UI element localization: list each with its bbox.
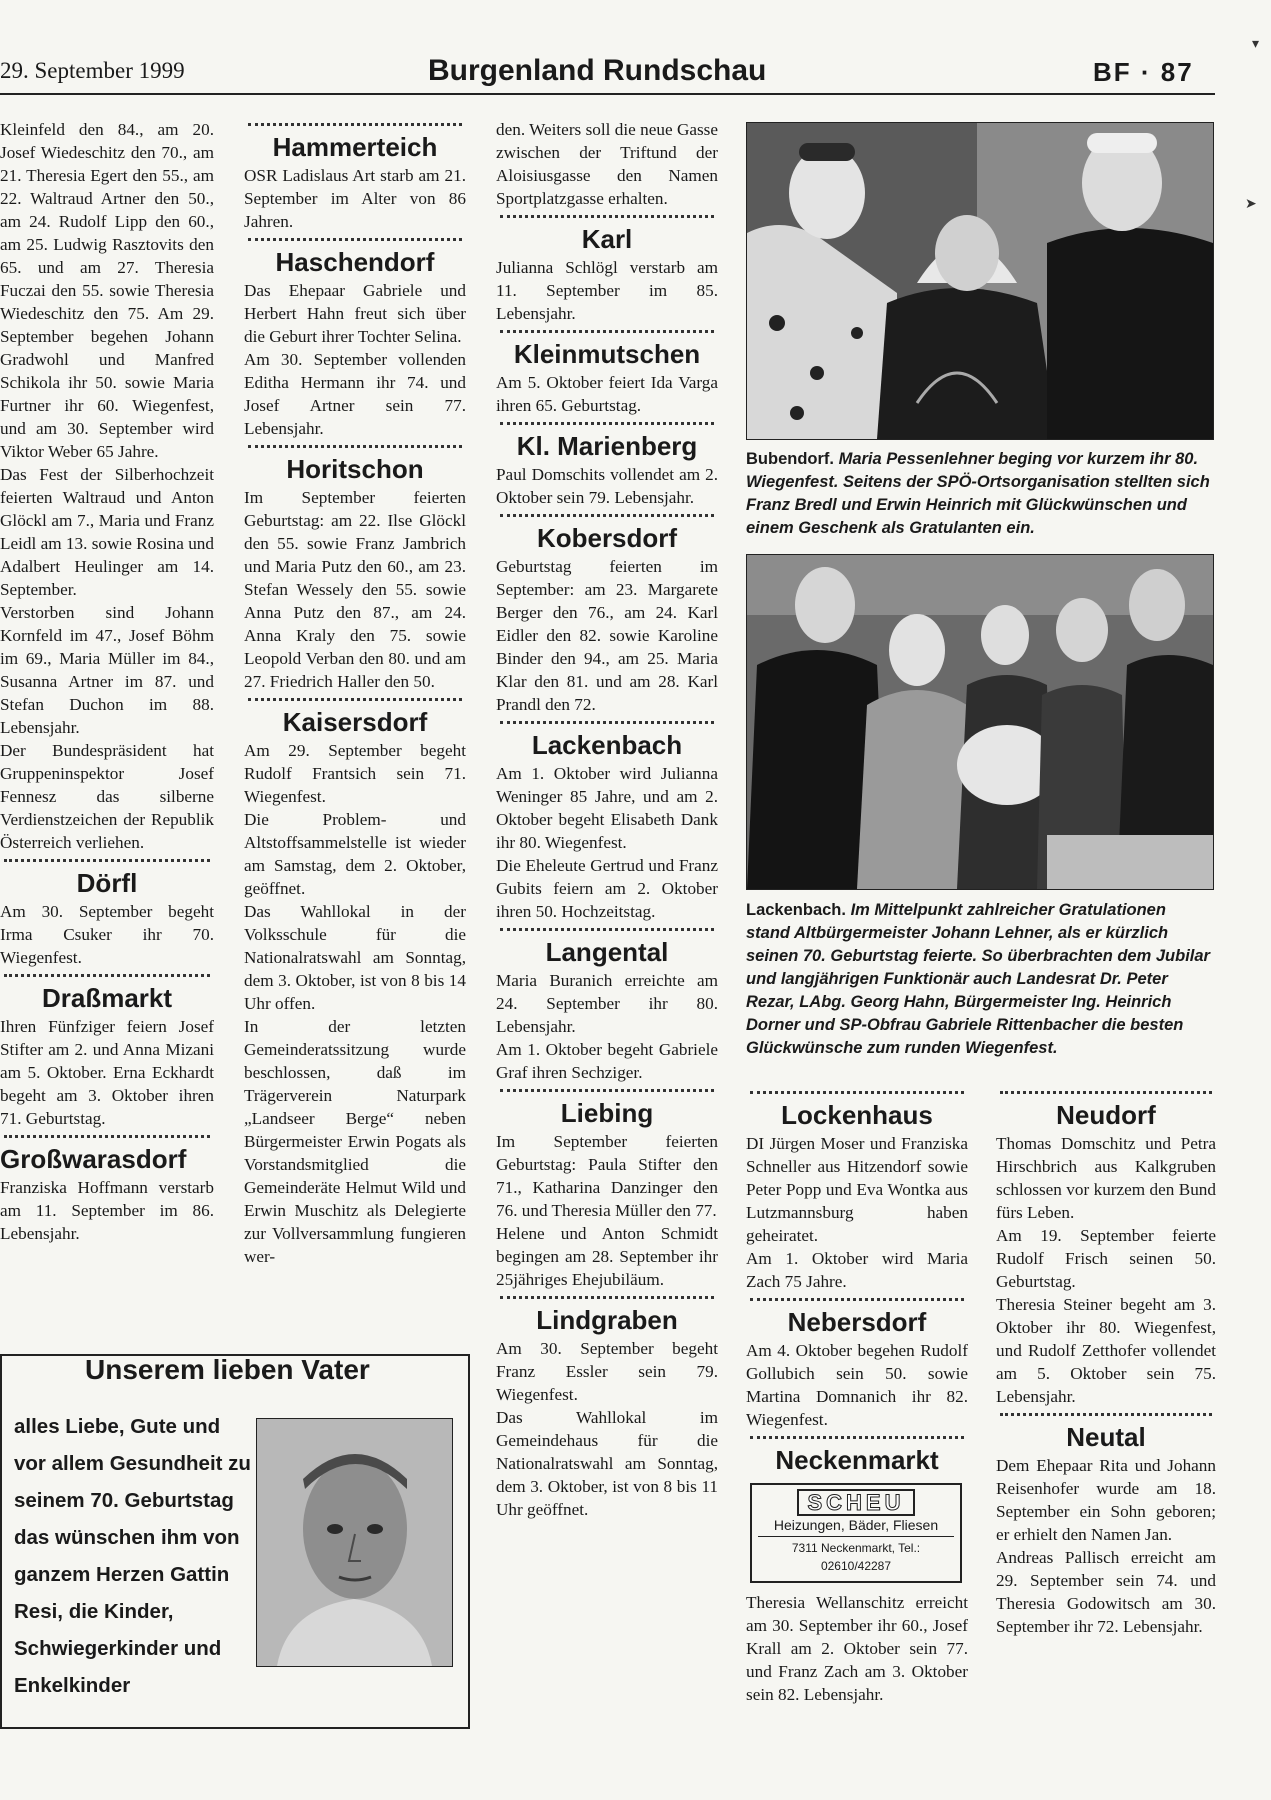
article-text: den. Weiters soll die neue Gasse zwischen der Triftund der Aloisiusgasse den Namen Sportplatzgasse erhalten. (496, 120, 718, 208)
dotted-divider (750, 1298, 964, 1301)
dotted-divider (500, 721, 714, 724)
section-heading-karl: Karl (581, 224, 633, 254)
article-text: Das Wahllokal im Gemeindehaus für die Nationalratswahl am Sonntag, dem 3. Oktober, ist von 8 bis 11 Uhr geöffnet. (496, 1408, 718, 1519)
dotted-divider (500, 330, 714, 333)
article-text: Theresia Wellanschitz erreicht am 30. September ihr 60., Josef Krall am 2. Oktober sein 77. und Franz Zach am 3. Oktober sein 82. Lebensjahr. (746, 1593, 968, 1704)
article-text: In der letzten Gemeinderatssitzung wurde beschlossen, daß im Trägerverein Naturpark „Landseer Berge“ neben Bürgermeister Erwin Pogats als Vorstandsmitglied die Gemeinderäte Helmut Wild und Erwin Muschitz als Delegierte zur Vollversammlung fungieren wer- (244, 1017, 466, 1266)
ad-services: Heizungen, Bäder, Fliesen (773, 1517, 939, 1533)
dotted-divider (750, 1091, 964, 1094)
dotted-divider (248, 238, 462, 241)
dotted-divider (248, 698, 462, 701)
article-text: Am 4. Oktober begehen Rudolf Gollubich sein 50. sowie Martina Domnanich ihr 82. Wiegenfest. (746, 1341, 968, 1429)
article-text: Geburtstag feierten im September: am 23. Margarete Berger den 76., am 24. Karl Eidler den 82. sowie Karoline Binder den 94., am 25. Maria Klar den 81. und am 28. Karl Prandl den 72. (496, 557, 718, 714)
margin-mark: ▾ (1252, 37, 1260, 52)
caption-place: Bubendorf. (746, 450, 834, 468)
article-text: Im September feierten Geburtstag: am 22. Ilse Glöckl den 55. sowie Franz Jambrich und Maria Putz den 60., am 23. Stefan Wessely den 55. sowie Anna Putz den 87., am 24. Anna Kraly den 75. sowie Leopold Verban den 80. und am 27. Friedrich Haller den 50. (244, 488, 466, 691)
article-text: Der Bundespräsident hat Gruppeninspektor Josef Fennesz das silberne Verdienstzeichen der Republik Österreich verliehen. (0, 741, 214, 852)
dotted-divider (500, 1089, 714, 1092)
section-heading-drassmarkt: Draßmarkt (41, 983, 173, 1013)
article-text: Am 29. September begeht Rudolf Frantsich sein 71. Wiegenfest. (244, 741, 466, 806)
section-heading-kobersdorf: Kobersdorf (536, 523, 678, 553)
article-text: Das Fest der Silberhochzeit feierten Waltraud und Anton Glöckl am 7., Maria und Franz Leidl am 13. sowie Rosina und Adalbert Heulinger am 14. September. (0, 465, 214, 599)
newspaper-title: Burgenland Rundschau (428, 54, 767, 87)
photo-bubendorf-image (747, 123, 1213, 439)
column-5 (996, 1086, 1216, 1638)
dotted-divider (500, 1296, 714, 1299)
column-1 (0, 118, 214, 1245)
section-heading-grosswarasdorf: Großwarasdorf (0, 1144, 187, 1174)
column-2 (244, 118, 466, 1268)
dotted-divider (248, 123, 462, 126)
article-text: Dem Ehepaar Rita und Johann Reisenhofer wurde am 18. September ein Sohn geboren; er erhielt den Namen Jan. (996, 1456, 1216, 1544)
article-text: Am 19. September feierte Rudolf Frisch seinen 50. Geburtstag. (996, 1226, 1216, 1291)
section-heading-neudorf: Neudorf (1056, 1100, 1156, 1130)
dotted-divider (4, 1135, 210, 1138)
ad-address: 7311 Neckenmarkt, Tel.: 02610/42287 (758, 1536, 954, 1575)
dotted-divider (248, 445, 462, 448)
article-text: Helene und Anton Schmidt begingen am 28. September ihr 25jähriges Ehejubiläum. (496, 1224, 718, 1289)
article-text: Kleinfeld den 84., am 20. Josef Wiedeschitz den 70., am 21. Theresia Egert den 55., am 22. Waltraud Artner den 50., am 24. Rudolf Lipp den 60., am 25. Ludwig Rasztovits den 65. und am 27. Theresia Fuczai den 55. sowie Theresia Wiedeschitz den 75. Am 29. September begehen Johann Gradwohl und Manfred Schikola ihr 50. sowie Maria Furtner ihr 60. Wiegenfest, und am 30. September wird Viktor Weber 65 Jahre. (0, 120, 214, 461)
photo-bubendorf (746, 122, 1214, 440)
photo-lackenbach (746, 554, 1214, 890)
column-3 (496, 118, 718, 1521)
column-4 (746, 1086, 968, 1706)
dotted-divider (4, 974, 210, 977)
photo-caption-lackenbach (746, 899, 1212, 1060)
article-text: Am 1. Oktober wird Maria Zach 75 Jahre. (746, 1249, 968, 1291)
advertisement-scheu (750, 1483, 962, 1583)
article-text: Am 1. Oktober begeht Gabriele Graf ihren Sechziger. (496, 1040, 718, 1082)
header-rule (0, 93, 1215, 95)
article-text: Verstorben sind Johann Kornfeld im 47., Josef Böhm im 69., Maria Müller im 84., Susanna Artner im 87. und Stefan Duchon im 88. Lebensjahr. (0, 603, 214, 737)
article-text: Maria Buranich erreichte am 24. September ihr 80. Lebensjahr. (496, 971, 718, 1036)
section-heading-nebersdorf: Nebersdorf (787, 1307, 927, 1337)
caption-text: Im Mittelpunkt zahlreicher Gratulationen stand Altbürgermeister Johann Lehner, als er kürzlich seinen 70. Geburtstag feierte. So überbrachten dem Jubilar und langjährigen Funktionär auch Landesrat Dr. Peter Rezar, LAbg. Georg Hahn, Bürgermeister Ing. Heinrich Dorner und SP-Obfrau Gabriele Rittenbacher die besten Glückwünsche zum runden Wiegenfest. (746, 901, 1210, 1057)
dotted-divider (1000, 1091, 1212, 1094)
section-heading-kleinmutschen: Kleinmutschen (513, 339, 701, 369)
section-heading-neckenmarkt: Neckenmarkt (775, 1445, 939, 1475)
tribute-heading: Unserem lieben Vater (85, 1354, 370, 1385)
section-heading-hammerteich: Hammerteich (272, 132, 438, 162)
article-text: Im September feierten Geburtstag: Paula Stifter den 71., Katharina Danzinger den 76. und Theresia Müller den 77. (496, 1132, 718, 1220)
article-text: Theresia Steiner begeht am 3. Oktober ihr 80. Wiegenfest, und Rudolf Zetthofer vollendet am 5. Oktober sein 75. Lebensjahr. (996, 1295, 1216, 1406)
dotted-divider (500, 514, 714, 517)
article-text: Die Eheleute Gertrud und Franz Gubits feiern am 2. Oktober ihren 50. Hochzeitstag. (496, 856, 718, 921)
caption-place: Lackenbach. (746, 901, 846, 919)
dotted-divider (4, 859, 210, 862)
article-text: Thomas Domschitz und Petra Hirschbrich aus Kalkgruben schlossen vor kurzem den Bund fürs Leben. (996, 1134, 1216, 1222)
article-text: OSR Ladislaus Art starb am 21. September im Alter von 86 Jahren. (244, 166, 466, 231)
article-text: DI Jürgen Moser und Franziska Schneller aus Hitzendorf sowie Peter Popp und Eva Wontka aus Lutzmannsburg haben geheiratet. (746, 1134, 968, 1245)
article-text: Das Ehepaar Gabriele und Herbert Hahn freut sich über die Geburt ihrer Tochter Selina. (244, 281, 466, 346)
article-text: Am 30. September begeht Irma Csuker ihr 70. Wiegenfest. (0, 902, 214, 967)
section-heading-liebing: Liebing (560, 1098, 654, 1128)
section-heading-neutal: Neutal (1066, 1422, 1146, 1452)
section-heading-lackenbach: Lackenbach (531, 730, 683, 760)
tribute-portrait-image (257, 1419, 452, 1666)
page-number: BF · 87 (1093, 57, 1194, 87)
article-text: Am 5. Oktober feiert Ida Varga ihren 65. Geburtstag. (496, 373, 718, 415)
section-heading-kl-marienberg: Kl. Marienberg (516, 431, 698, 461)
photo-caption-bubendorf (746, 448, 1212, 540)
article-text: Ihren Fünfziger feiern Josef Stifter am 2. und Anna Mizani am 5. Oktober. Erna Eckhardt begeht am 3. Oktober ihren 71. Geburtstag. (0, 1017, 214, 1128)
margin-mark: ➤ (1245, 197, 1257, 212)
article-text: Franziska Hoffmann verstarb am 11. September im 86. Lebensjahr. (0, 1178, 214, 1243)
section-heading-haschendorf: Haschendorf (275, 247, 435, 277)
section-heading-horitschon: Horitschon (286, 454, 424, 484)
section-heading-kaisersdorf: Kaisersdorf (282, 707, 428, 737)
section-heading-doerfl: Dörfl (76, 868, 138, 898)
dotted-divider (500, 422, 714, 425)
dotted-divider (500, 928, 714, 931)
article-text: Das Wahllokal in der Volksschule für die Nationalratswahl am Sonntag, dem 3. Oktober, ist von 8 bis 14 Uhr offen. (244, 902, 466, 1013)
tribute-portrait (256, 1418, 453, 1667)
dotted-divider (500, 215, 714, 218)
section-heading-langental: Langental (545, 937, 669, 967)
caption-text: Maria Pessenlehner beging vor kurzem ihr 80. Wiegenfest. Seitens der SPÖ-Ortsorganisation stellten sich Franz Bredl und Erwin Heinrich mit Glückwünschen und einem Geschenk als Gratulanten ein. (746, 450, 1210, 537)
dotted-divider (1000, 1413, 1212, 1416)
photo-lackenbach-image (747, 555, 1213, 889)
tribute-text: alles Liebe, Gute und vor allem Gesundheit zu seinem 70. Geburtstag das wünschen ihm von ganzem Herzen Gattin Resi, die Kinder, Schwiegerkinder und Enkelkinder (14, 1415, 251, 1697)
article-text: Am 30. September begeht Franz Essler sein 79. Wiegenfest. (496, 1339, 718, 1404)
article-text: Die Problem- und Altstoffsammelstelle ist wieder am Samstag, dem 2. Oktober, geöffnet. (244, 810, 466, 898)
ad-company-name: SCHEU (797, 1489, 914, 1516)
article-text: Am 1. Oktober wird Julianna Weninger 85 Jahre, und am 2. Oktober begeht Elisabeth Dank ihr 80. Wiegenfest. (496, 764, 718, 852)
article-text: Am 30. September vollenden Editha Hermann ihr 74. und Josef Artner sein 77. Lebensjahr. (244, 350, 466, 438)
section-heading-lockenhaus: Lockenhaus (781, 1100, 933, 1130)
dotted-divider (750, 1436, 964, 1439)
article-text: Paul Domschits vollendet am 2. Oktober sein 79. Lebensjahr. (496, 465, 718, 507)
issue-date: 29. September 1999 (0, 58, 185, 83)
article-text: Julianna Schlögl verstarb am 11. September im 85. Lebensjahr. (496, 258, 718, 323)
section-heading-lindgraben: Lindgraben (536, 1305, 678, 1335)
article-text: Andreas Pallisch erreicht am 29. September sein 74. und Theresia Godowitsch am 30. September ihr 72. Lebensjahr. (996, 1548, 1216, 1636)
